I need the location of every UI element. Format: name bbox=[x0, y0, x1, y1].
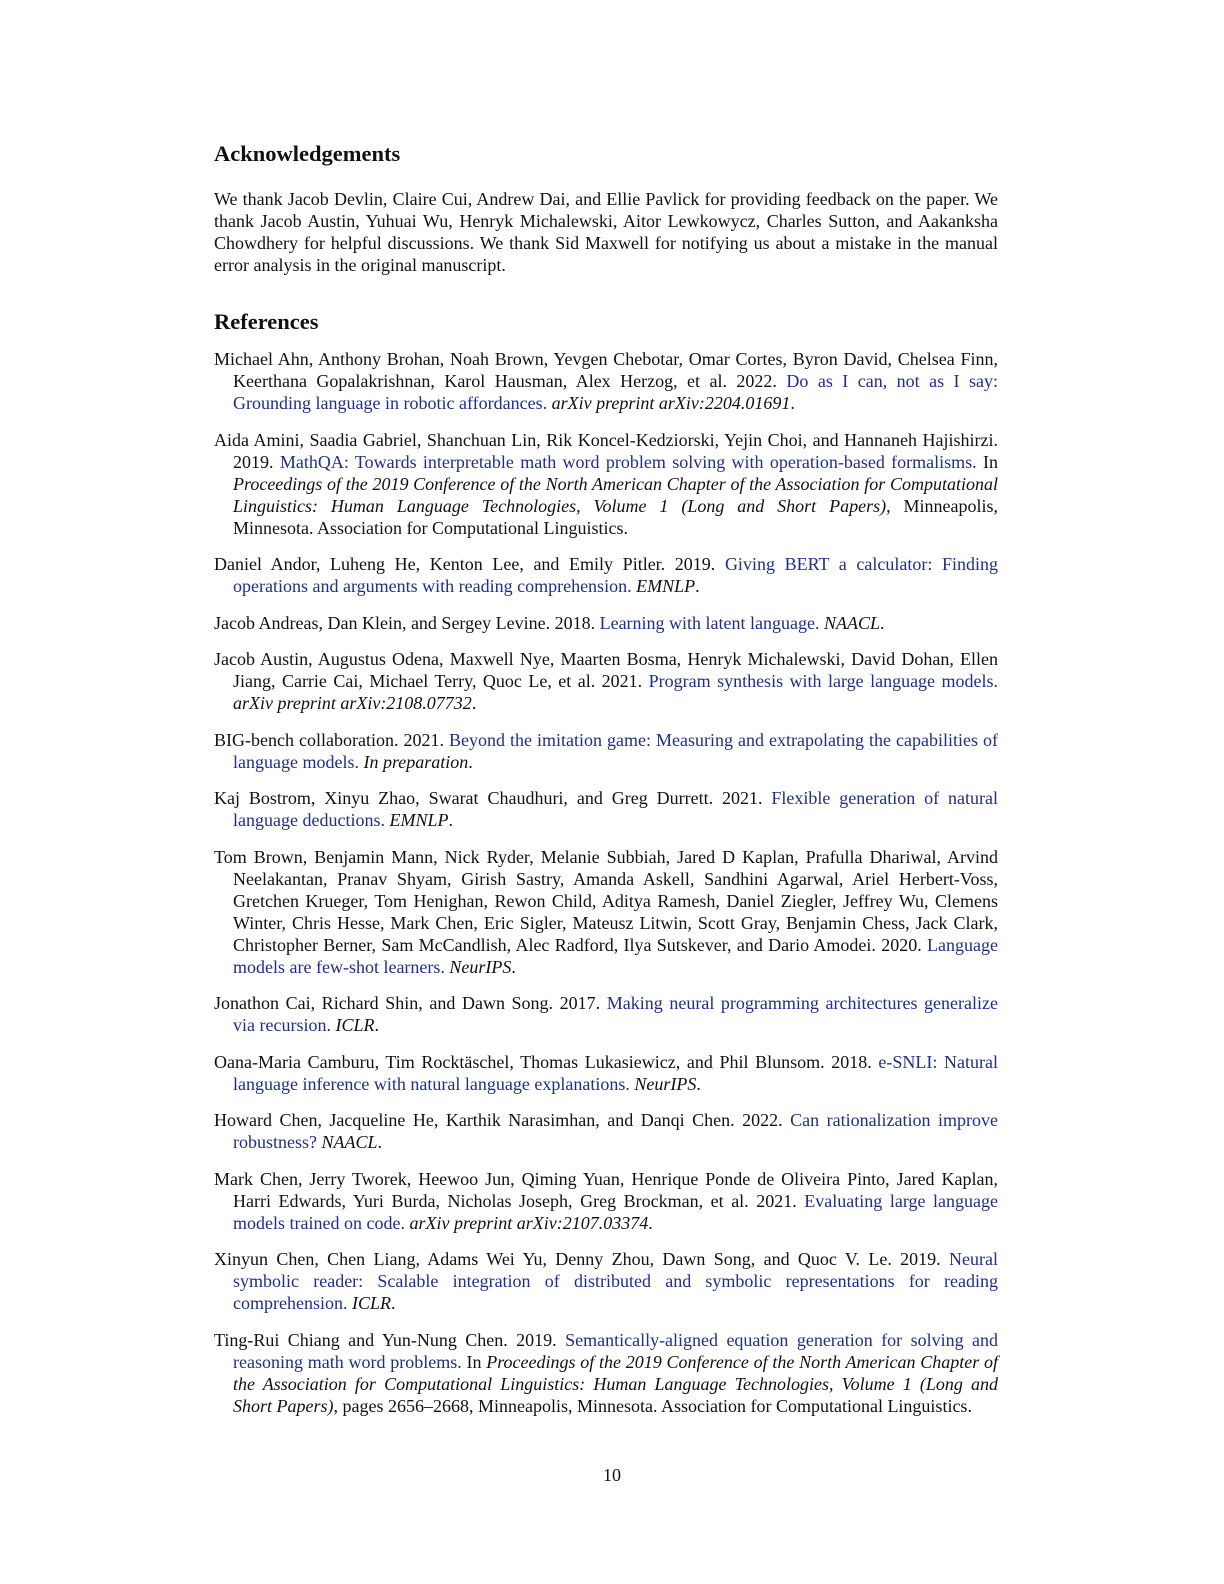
reference-venue: ICLR bbox=[335, 1015, 375, 1035]
reference-authors: Howard Chen, Jacqueline He, Karthik Narasimhan, and Danqi Chen. 2022. bbox=[214, 1110, 791, 1130]
reference-entry bbox=[214, 612, 998, 634]
reference-entry bbox=[214, 553, 998, 597]
paper-page bbox=[214, 138, 998, 1431]
reference-venue: Proceedings of the 2019 Conference of the North American Chapter of the Association for Computational Linguistics: Human Language Technologies, Volume 1 (Long and Short Papers) bbox=[233, 473, 998, 516]
reference-authors: Aida Amini, Saadia Gabriel, Shanchuan Lin, Rik Koncel-Kedziorski, Yejin Choi, and Hannaneh Hajishirzi. 2019. bbox=[214, 429, 998, 472]
reference-authors: Xinyun Chen, Chen Liang, Adams Wei Yu, Denny Zhou, Dawn Song, and Quoc V. Le. 2019. bbox=[214, 1249, 950, 1269]
reference-venue: NeurIPS bbox=[634, 1073, 697, 1094]
reference-entry bbox=[214, 648, 998, 714]
reference-tail: , pages 2656–2668, Minneapolis, Minnesota. Association for Computational Linguistics. bbox=[333, 1395, 972, 1416]
reference-title-link[interactable]: e-SNLI: Natural language inference with natural language explanations. bbox=[233, 1051, 998, 1094]
reference-entry bbox=[214, 348, 998, 414]
reference-authors: Ting-Rui Chiang and Yun-Nung Chen. 2019. bbox=[214, 1329, 566, 1350]
reference-authors: Daniel Andor, Luheng He, Kenton Lee, and Emily Pitler. 2019. bbox=[214, 554, 725, 574]
reference-authors: Jonathon Cai, Richard Shin, and Dawn Song. 2017. bbox=[214, 993, 607, 1013]
reference-tail: . bbox=[511, 956, 516, 977]
reference-title-link[interactable]: Learning with latent language. bbox=[599, 612, 820, 633]
reference-tail: . bbox=[374, 1015, 379, 1035]
reference-authors: Mark Chen, Jerry Tworek, Heewoo Jun, Qiming Yuan, Henrique Ponde de Oliveira Pinto, Jared Kaplan, Harri Edwards, Yuri Burda, Nicholas Joseph, Greg Brockman, et al. 2021. bbox=[214, 1168, 998, 1211]
reference-entry bbox=[214, 1051, 998, 1095]
reference-connector: In bbox=[461, 1351, 487, 1372]
reference-tail: . bbox=[695, 576, 700, 596]
reference-venue: Proceedings of the 2019 Conference of the North American Chapter of the Association for Computational Linguistics: Human Language Technologies, Volume 1 (Long and Short Papers) bbox=[233, 1351, 998, 1416]
references-heading: References bbox=[214, 309, 319, 334]
reference-tail: . bbox=[648, 1212, 653, 1233]
reference-title-link[interactable]: Semantically-aligned equation generation for solving and reasoning math word problems. bbox=[233, 1329, 998, 1372]
reference-title-link[interactable]: Beyond the imitation game: Measuring and extrapolating the capabilities of language models. bbox=[233, 729, 999, 772]
reference-title-link[interactable]: Language models are few-shot learners. bbox=[233, 934, 998, 977]
reference-authors: Michael Ahn, Anthony Brohan, Noah Brown, Yevgen Chebotar, Omar Cortes, Byron David, Chelsea Finn, Keerthana Gopalakrishnan, Karol Hausman, Alex Herzog, et al. 2022. bbox=[214, 349, 998, 391]
reference-title-link[interactable]: Making neural programming architectures generalize via recursion. bbox=[233, 993, 998, 1035]
reference-venue: arXiv preprint arXiv:2108.07732 bbox=[233, 693, 472, 713]
reference-entry bbox=[214, 992, 998, 1036]
reference-venue: ICLR bbox=[351, 1293, 391, 1313]
reference-title-link[interactable]: MathQA: Towards interpretable math word problem solving with operation-based formalisms. bbox=[279, 451, 977, 472]
reference-venue: NAACL bbox=[824, 612, 881, 633]
reference-title-link[interactable]: Can rationalization improve robustness? bbox=[233, 1110, 998, 1152]
reference-entry bbox=[214, 787, 998, 831]
reference-tail: . bbox=[790, 393, 795, 413]
acknowledgements-body: We thank Jacob Devlin, Claire Cui, Andrew Dai, and Ellie Pavlick for providing feedback on the paper. We thank Jacob Austin, Yuhuai Wu, Henryk Michalewski, Aitor Lewkowycz, Charles Sutton, and Aakanksha Chowdhery for helpful discussions. We thank Sid Maxwell for notifying us about a mistake in the manual error analysis in the original manuscript. bbox=[214, 189, 998, 275]
reference-tail: . bbox=[471, 693, 477, 713]
reference-title-link[interactable]: Evaluating large language models trained on code. bbox=[233, 1190, 998, 1233]
reference-authors: Kaj Bostrom, Xinyu Zhao, Swarat Chaudhuri, and Greg Durrett. 2021. bbox=[214, 788, 772, 808]
reference-entry bbox=[214, 1329, 998, 1417]
reference-title-link[interactable]: Do as I can, not as I say: Grounding language in robotic affordances. bbox=[233, 371, 998, 413]
reference-entry bbox=[214, 1168, 998, 1234]
reference-venue: NAACL bbox=[321, 1132, 378, 1152]
reference-title-link[interactable]: Neural symbolic reader: Scalable integration of distributed and symbolic representations for reading comprehension. bbox=[233, 1249, 998, 1313]
reference-tail: . bbox=[468, 751, 473, 772]
reference-tail: , Minneapolis, Minnesota. Association for Computational Linguistics. bbox=[233, 495, 999, 538]
reference-tail: . bbox=[696, 1073, 701, 1094]
acknowledgements-heading: Acknowledgements bbox=[214, 141, 401, 166]
reference-venue: NeurIPS bbox=[449, 956, 512, 977]
reference-venue: In preparation bbox=[363, 751, 469, 772]
reference-title-link[interactable]: Program synthesis with large language models. bbox=[648, 671, 998, 691]
reference-entry bbox=[214, 429, 998, 539]
reference-entry bbox=[214, 846, 998, 978]
reference-title-link[interactable]: Flexible generation of natural language deductions. bbox=[233, 788, 998, 830]
reference-venue: EMNLP bbox=[636, 576, 696, 596]
reference-venue: EMNLP bbox=[389, 810, 449, 830]
reference-list bbox=[214, 348, 998, 1417]
reference-tail: . bbox=[377, 1132, 383, 1152]
reference-authors: Oana-Maria Camburu, Tim Rocktäschel, Thomas Lukasiewicz, and Phil Blunsom. 2018. bbox=[214, 1051, 879, 1072]
page-number: 10 bbox=[603, 1465, 621, 1485]
reference-entry bbox=[214, 1109, 998, 1153]
reference-tail: . bbox=[390, 1293, 396, 1313]
reference-connector: In bbox=[976, 451, 999, 472]
reference-authors: Jacob Andreas, Dan Klein, and Sergey Levine. 2018. bbox=[214, 612, 600, 633]
reference-venue: arXiv preprint arXiv:2107.03374 bbox=[409, 1212, 649, 1233]
reference-entry bbox=[214, 1248, 998, 1314]
reference-authors: Tom Brown, Benjamin Mann, Nick Ryder, Melanie Subbiah, Jared D Kaplan, Prafulla Dhariwal, Arvind Neelakantan, Pranav Shyam, Girish Sastry, Amanda Askell, Sandhini Agarwal, Ariel Herbert-Voss, Gretchen Krueger, Tom Henighan, Rewon Child, Aditya Ramesh, Daniel Ziegler, Jeffrey Wu, Clemens Winter, Chris Hesse, Mark Chen, Eric Sigler, Mateusz Litwin, Scott Gray, Benjamin Chess, Jack Clark, Christopher Berner, Sam McCandlish, Alec Radford, Ilya Sutskever, and Dario Amodei. 2020. bbox=[214, 846, 998, 955]
reference-venue: arXiv preprint arXiv:2204.01691 bbox=[551, 393, 791, 413]
reference-authors: Jacob Austin, Augustus Odena, Maxwell Nye, Maarten Bosma, Henryk Michalewski, David Dohan, Ellen Jiang, Carrie Cai, Michael Terry, Quoc Le, et al. 2021. bbox=[214, 649, 998, 691]
reference-title-link[interactable]: Giving BERT a calculator: Finding operations and arguments with reading comprehension. bbox=[233, 554, 998, 596]
reference-tail: . bbox=[880, 612, 885, 633]
reference-tail: . bbox=[448, 810, 453, 830]
reference-entry bbox=[214, 729, 998, 773]
reference-authors: BIG-bench collaboration. 2021. bbox=[214, 729, 449, 750]
